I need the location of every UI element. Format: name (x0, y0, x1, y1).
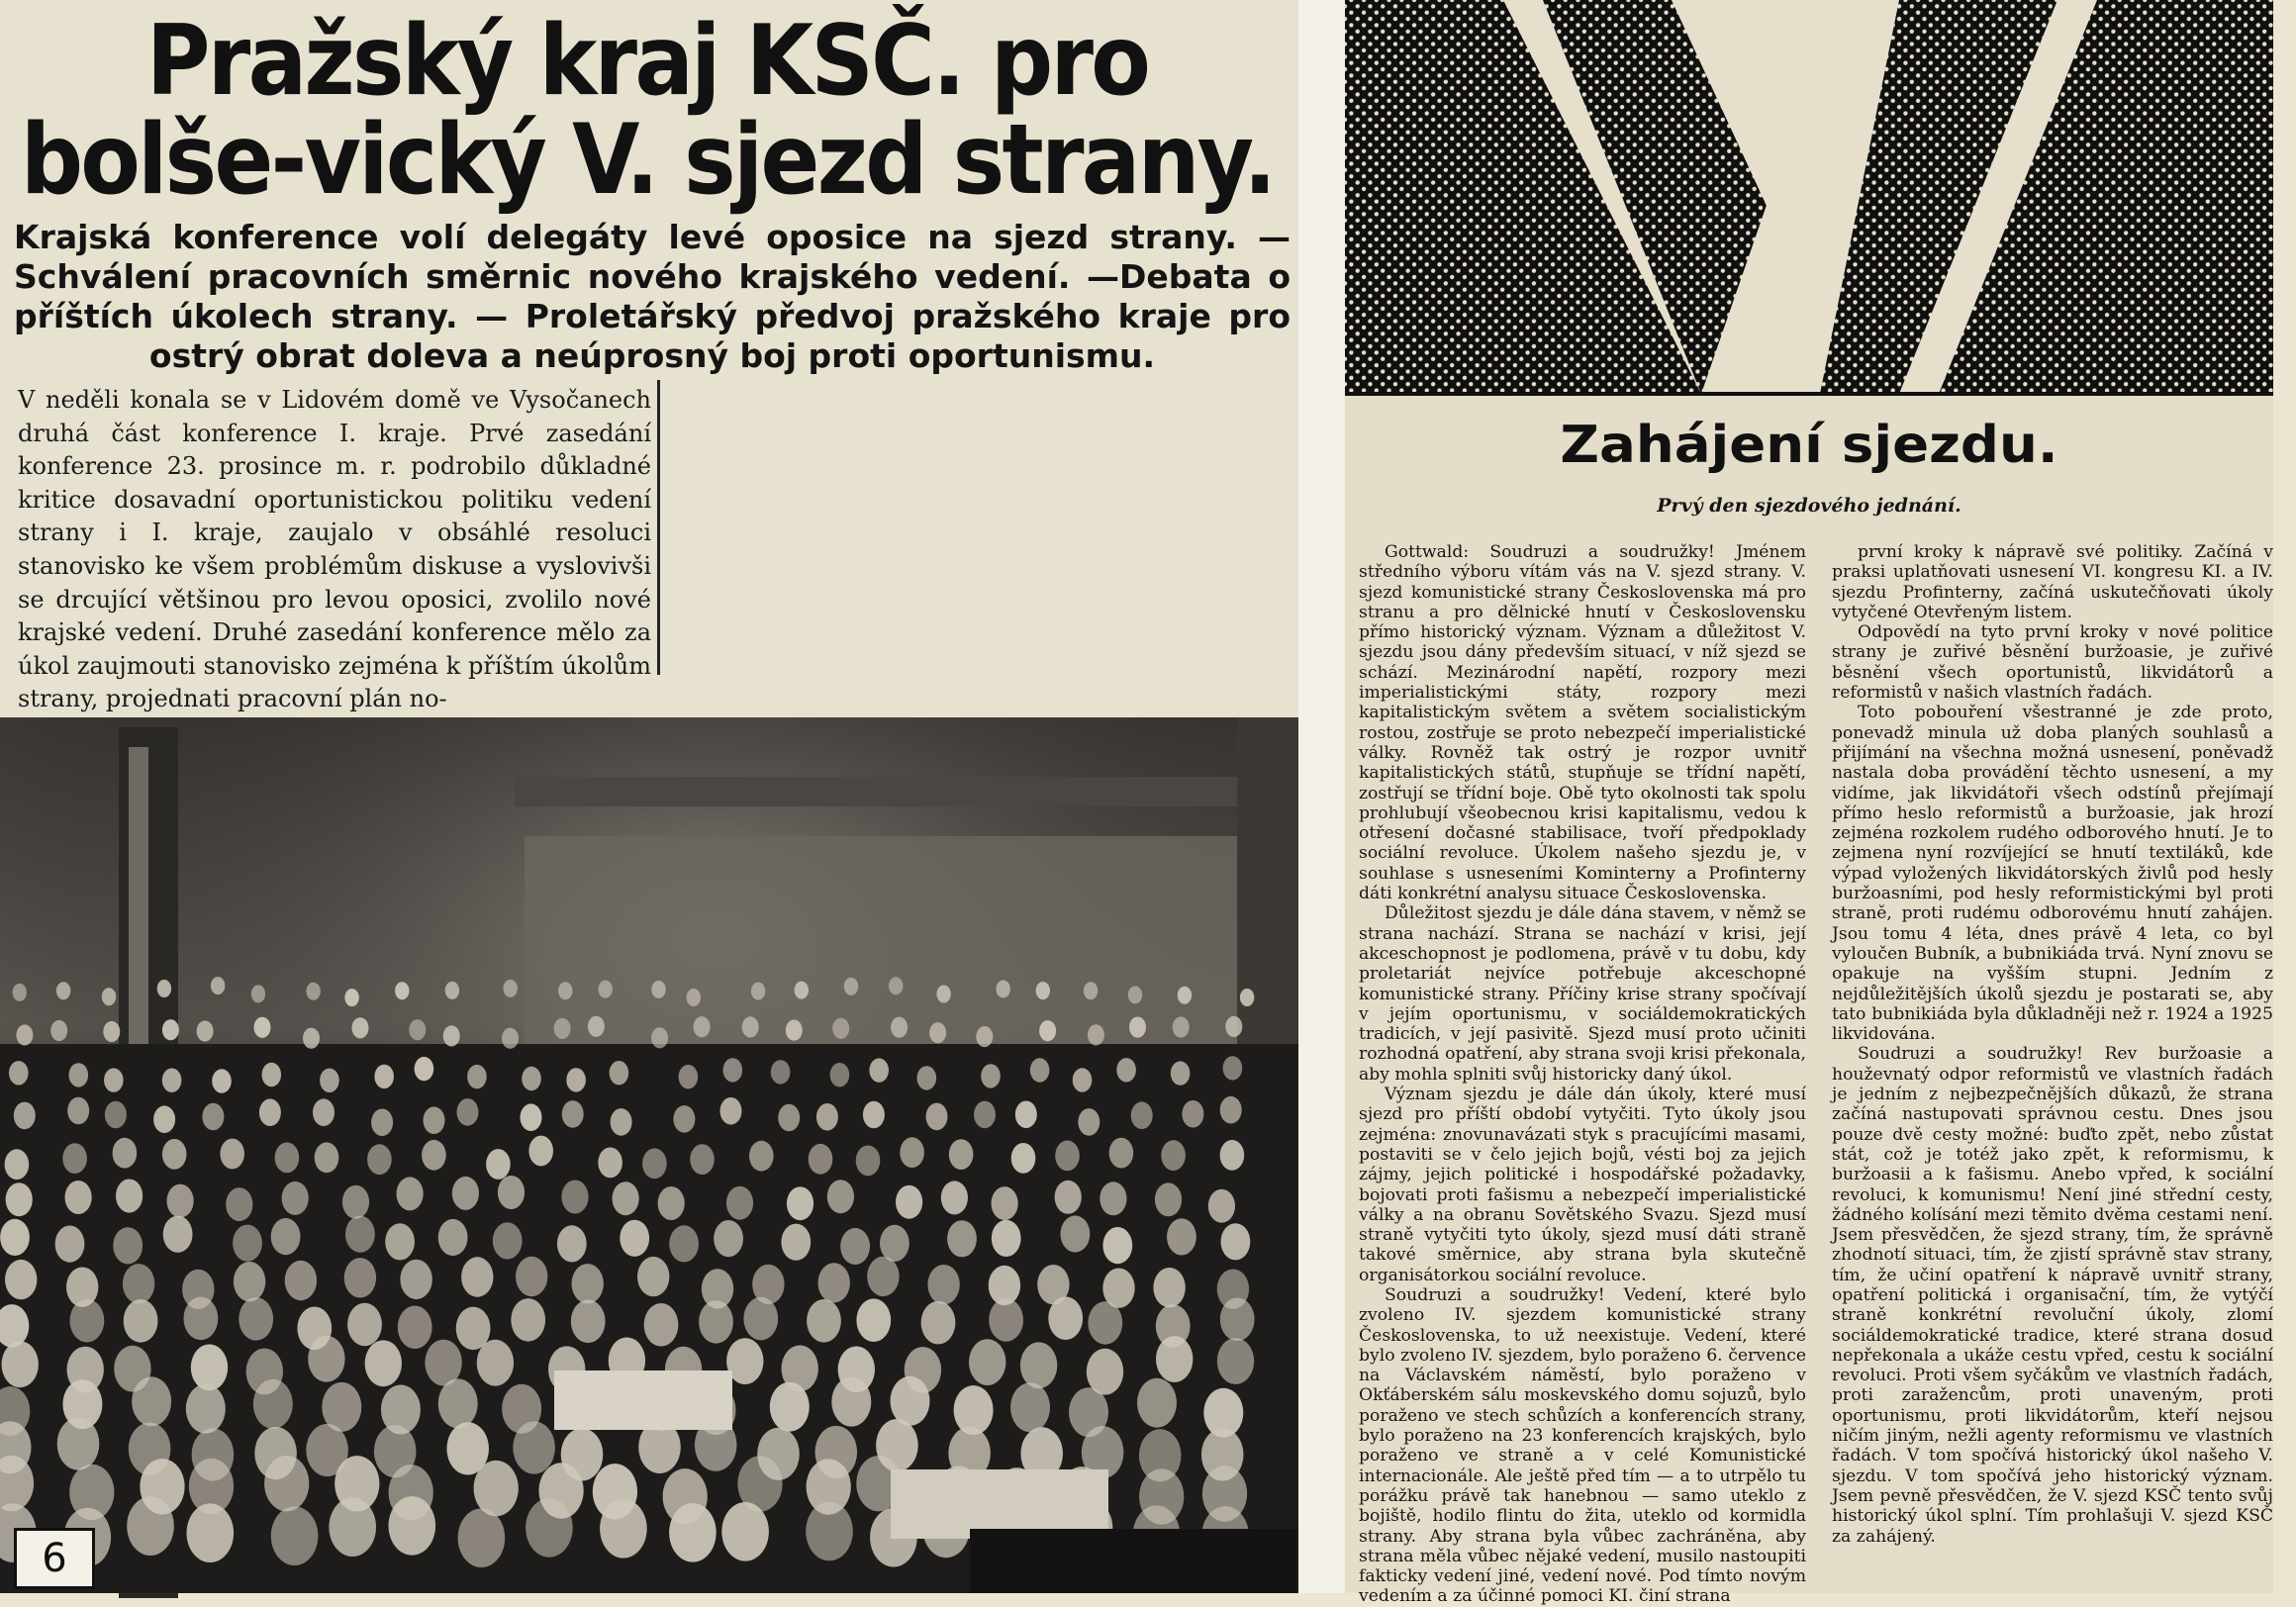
face (0, 1219, 30, 1256)
face (342, 1185, 369, 1219)
face (1011, 1143, 1036, 1174)
face (690, 1144, 715, 1175)
face (521, 1103, 542, 1131)
face (599, 981, 613, 998)
face (714, 1220, 743, 1257)
face (781, 1224, 811, 1261)
face (285, 1261, 317, 1300)
face (329, 1497, 376, 1557)
face (303, 1028, 320, 1049)
face (389, 1496, 436, 1556)
face (345, 1216, 375, 1253)
face (588, 1016, 605, 1037)
face (976, 1026, 993, 1047)
face (186, 1384, 226, 1434)
face (239, 1297, 273, 1341)
face (721, 1502, 769, 1561)
face (486, 1149, 511, 1180)
face (371, 1109, 393, 1137)
face (1048, 1296, 1083, 1340)
face (651, 1027, 668, 1048)
face (687, 989, 701, 1006)
face (1055, 1181, 1082, 1214)
face (1171, 1061, 1191, 1085)
face (751, 983, 765, 1000)
face (921, 1301, 956, 1345)
paragraph: Význam sjezdu je dále dán úkoly, které musí sjezd pro příští období vytyčiti. Tyto úkoly jsou zejména: znovunavázati styk s pracujícími masami, postaviti se v čelo jejich bojů, vésti boj za jejich zájmy, jejich politické i hospodářské požadavky, bojovati proti fašismu a nebezpečí imperialistické války a na obranu Sovětského Svazu. Sjezd musí straně vytyčiti tyto úkoly, sjezd musí dáti straně takové směrnice, aby strana byla skutečně organisátorkou sociální revoluce. (1359, 1085, 1806, 1285)
face (400, 1260, 431, 1299)
face (572, 1264, 604, 1303)
face (827, 1180, 854, 1213)
face (992, 1220, 1021, 1257)
face (997, 981, 1010, 998)
face (124, 1299, 158, 1343)
face (1100, 1182, 1126, 1215)
face (127, 1496, 174, 1556)
face (162, 1019, 179, 1040)
face (365, 1340, 402, 1386)
face (344, 1258, 376, 1297)
face (1131, 1101, 1153, 1129)
face (528, 1136, 553, 1167)
face (62, 1143, 87, 1174)
face (927, 1265, 959, 1304)
face (832, 1018, 849, 1039)
face (613, 1182, 639, 1215)
face (398, 1306, 432, 1350)
face (1010, 1382, 1050, 1432)
face (611, 1108, 632, 1136)
face (320, 1069, 339, 1092)
face (889, 977, 903, 994)
face (989, 1298, 1023, 1342)
face (113, 1227, 143, 1264)
paragraph: Gottwald: Soudruzi a soudružky! Jménem středního výboru vítám vás na V. sjezd strany. V. sjezd komunistické strany Československa má pro stranu a pro dělnické hnutí v Československu přímo historický význam. Význam a důležitost V. sjezdu jsou dány především situací, v níž sjezd se schází. Mezinárodní napětí, rozpory mezi imperialistickými státy, rozpory mezi kapitalistickým světem a světem socialistickým rostou, zostřuje se proto nebezpečí imperialistické války. Rovněž tak ostrý je rozpor uvnitř kapitalistických států, stupňuje se třídní napětí, zostřují se třídní boje. Obě tyto okolnosti tak spolu prohlubují všeobecnou krisi kapitalismu, vedou k otřesení dočasné stabilisace, tvoří předpoklady sociální revoluce. Úkolem našeho sjezdu je, v souhlase s usneseními Kominterny a Profinterny dáti konkrétní analysu situace Československa. (1359, 542, 1806, 904)
face (367, 1144, 392, 1175)
face (856, 1298, 891, 1342)
face (743, 1297, 778, 1341)
face (880, 1225, 909, 1262)
face (863, 1101, 885, 1129)
face (162, 1069, 182, 1092)
face (275, 1143, 300, 1174)
face (807, 1299, 841, 1343)
face (452, 1177, 479, 1210)
face (516, 1257, 547, 1296)
face (566, 1068, 586, 1091)
face (831, 1377, 871, 1427)
face (5, 1260, 37, 1299)
face (562, 1100, 584, 1128)
face (1084, 982, 1098, 999)
face (1220, 1140, 1245, 1171)
face (1102, 1227, 1132, 1264)
face (116, 1180, 143, 1213)
face (726, 1186, 753, 1220)
face (1137, 1378, 1177, 1428)
face (610, 1061, 629, 1085)
face (467, 1065, 487, 1088)
face (974, 1101, 996, 1129)
face (669, 1225, 699, 1262)
face (992, 1186, 1018, 1220)
face (234, 1262, 265, 1301)
face (818, 1263, 850, 1302)
face (1061, 1215, 1091, 1252)
face (202, 1103, 224, 1131)
article-column-1 (1359, 542, 1806, 1607)
face (896, 1185, 922, 1219)
face (694, 1016, 711, 1037)
face (720, 1097, 742, 1125)
face (395, 982, 409, 999)
face (167, 1184, 194, 1218)
face (969, 1339, 1005, 1385)
face (830, 1063, 850, 1087)
subheadline: Krajská konference volí delegáty levé oposice na sjezd strany. — Schválení pracovních směrnic nového krajského vedení. —Debata o příštích úkolech strany. — Proletářský předvoj pražského kraje pro ostrý obrat doleva a neúprosný boj proti oportunismu. (14, 218, 1291, 375)
face (947, 1220, 977, 1257)
face (493, 1222, 523, 1259)
gutter (1298, 0, 1345, 1593)
face (70, 1299, 105, 1343)
paragraph: Důležitost sjezdu je dále dána stavem, v němž se strana nachází. Strana se nachází v krisi, její akceschopnost je podlomena, právě v tu dobu, kdy proletariát nejvíce potřebuje akceschopné komunistické strany. Příčiny krise strany spočívají v jejím oportunismu, v sociáldemokratických tradicích, v její pasivitě. Sjezd musí proto učiniti rozhodná opatření, aby strana svoji krisi překonala, aby mohla splniti svůj historicky daný úkol. (1359, 903, 1806, 1085)
face (844, 978, 858, 995)
face (306, 983, 320, 1000)
face (673, 1105, 695, 1133)
paragraph: Soudruzi a soudružky! Vedení, které bylo zvoleno IV. sjezdem komunistické strany Československa, to už neexistuje. Vedení, které bylo zvoleno IV. sjezdem, bylo poraženo 6. července na Václavském náměstí, bylo poraženo v Okťáberském sálu moskevského domu sojuzů, bylo poraženo ve stech schůzích a konferencích strany, bylo poraženo na 23 konferencích krajských, bylo poraženo ve straně a v celé Komunistické internacionále. Ale ještě před tím — a to utrpělo tu porážku právě tak hanebnou — samo uteklo z bojiště, hodilo flintu do žita, uteklo od kormidla strany. Aby strana byla vůbec zachráněna, aby strana měla vůbec nějaké vedení, musilo nastoupiti fakticky vedení jiné, vedení nové. Pod tímto novým vedením a za účinné pomoci KI. činí strana (1359, 1284, 1806, 1607)
face (900, 1137, 924, 1168)
face (1128, 986, 1142, 1003)
face (397, 1177, 424, 1210)
face (558, 982, 572, 999)
face (1220, 1298, 1255, 1342)
right-page (1345, 0, 2273, 1607)
face (526, 1498, 573, 1558)
face (16, 1024, 33, 1045)
face (840, 1228, 870, 1265)
face (557, 1225, 587, 1262)
face (1178, 987, 1192, 1004)
face (598, 1148, 622, 1179)
face (1073, 1068, 1093, 1091)
face (856, 1146, 881, 1177)
face (14, 1102, 36, 1130)
face (438, 1219, 468, 1256)
face (1129, 1017, 1146, 1038)
face (1078, 1108, 1100, 1136)
face (941, 1181, 968, 1214)
face (561, 1181, 588, 1214)
face (1217, 1338, 1254, 1384)
face (415, 1057, 434, 1081)
face (600, 1499, 647, 1559)
face (867, 1257, 899, 1296)
face (1153, 1268, 1185, 1307)
face (669, 1503, 717, 1562)
face (891, 1017, 908, 1038)
face (816, 1103, 838, 1131)
face (69, 1063, 89, 1087)
face (347, 1303, 382, 1347)
face (522, 1067, 541, 1090)
face (1088, 1301, 1122, 1345)
face (620, 1220, 649, 1257)
article-column-2 (1832, 542, 2273, 1547)
face (67, 1097, 89, 1125)
face (642, 1148, 667, 1179)
face (981, 1064, 1001, 1087)
face (511, 1298, 545, 1342)
face (56, 982, 70, 999)
face (787, 1186, 813, 1220)
face (929, 1022, 946, 1043)
face (187, 1503, 235, 1562)
face (949, 1139, 974, 1170)
face (1030, 1058, 1050, 1082)
face (658, 1186, 685, 1220)
article-title: Zahájení sjezdu. (1560, 416, 2058, 475)
lead-paragraph: V neděli konala se v Lidovém domě ve Vysočanech druhá část konference I. kraje. Prvé zasedání konference 23. prosince m. r. podrobilo důkladné kritice dosavadní oportunistickou politiku vedení strany i I. kraje, zaujalo v obsáhlé resoluci stanovisko ke všem problémům diskuse a vyslovivši se drcující většinou pro levou oposici, zvolilo nové krajské vedení. Druhé zasedání konference mělo za úkol zaujmouti stanovisko zejména k příštím úkolům strany, projednati pracovní plán no- (18, 386, 651, 713)
face (1223, 1056, 1243, 1080)
face (162, 1139, 187, 1170)
face (313, 1098, 335, 1126)
face (153, 1105, 175, 1133)
face (1208, 1189, 1235, 1223)
face (458, 1508, 506, 1567)
face (786, 1020, 803, 1041)
face (13, 984, 27, 1001)
face (699, 1300, 733, 1344)
face (461, 1257, 493, 1296)
face (262, 1063, 282, 1087)
face (220, 1139, 244, 1170)
face (1156, 1336, 1193, 1382)
face (771, 1060, 791, 1084)
page-number: 6 (14, 1528, 95, 1589)
face (438, 1378, 478, 1428)
face (1116, 1058, 1136, 1082)
face (157, 980, 171, 997)
face (374, 1065, 394, 1088)
face (212, 1069, 232, 1092)
face (211, 977, 225, 994)
face (113, 1138, 138, 1169)
face (795, 982, 809, 999)
face (191, 1345, 228, 1391)
face (104, 1068, 124, 1091)
face (1225, 1016, 1242, 1037)
face (105, 1101, 127, 1129)
decorative-v-banner (1345, 0, 2273, 394)
paragraph: Soudruzi a soudružky! Rev buržoasie a houževnatý odpor reformistů ve vlastních řadách je jedním z nejbezpečnějších důkazů, že strana začíná nastupovati správnou cestu. Dnes jsou pouze dvě cesty možné: buďto zpět, nebo zůstat stát, což je totéž jako zpět, k reformismu, k buržoasii a k fašismu. Anebo vpřed, k sociální revoluci, k komunismu! Není jiné střední cesty, žádného kolísání mezi těmito dvěma cestami není. Jsem přesvědčen, že sjezd strany, tím, že správně zhodnotí situaci, tím, že zjistí správně stav strany, tím, že učiní opatření k nápravě uvnitř strany, opatření politická i organisační, tím, že vytýčí straně konkrétní revoluční úkoly, zlomí sociáldemokratické tradice, které strana dosud nepřekonala a ukáže cestu vpřed, cestu k sociální revoluci. Proti všem syčákům ve vlastních řadách, proti zaražencům, proti unaveným, proti oportunismu, proti likvidátorům, kteří nejsou ničím jiným, nežli agenty reformismu ve vlastních řadách. V tom spočívá historický úkol našeho V. sjezdu. V tom spočívá jeho historický význam. Jsem pevně přesvědčen, že V. sjezd KSČ tento svůj historický úkol splní. Tím prohlašuji V. sjezd KSČ za zahájený. (1832, 1044, 2273, 1547)
face (1221, 1223, 1251, 1260)
face (315, 1142, 339, 1173)
face (502, 1028, 519, 1049)
face (1167, 1218, 1196, 1255)
face (253, 1379, 293, 1429)
face (504, 980, 518, 997)
face (477, 1340, 514, 1386)
face (102, 988, 116, 1005)
face (917, 1066, 937, 1089)
face (1109, 1138, 1134, 1169)
paragraph: Toto pobouření všestranné je zde proto, ponevadž minula už doba planých souhlasů a přijímání na všechna možná usnesení, poněvadž nastala doba provádění těchto usnesení, a my vidíme, jak likvidátoři všech odstínů přejímají přímo heslo reformistů a buržoasie, jak hrozí zejména rozkolem rudého odborového hnutí. Je to zejmena nyní rozvíjející se hnutí textiláků, kde výpad vyložených likvidátorských živlů pod hesly buržoasními, pod hesly reformistickými byl proti straně, proti rudému odborovému hnutí zahájen. Jsou tomu 4 léta, dnes právě 4 leta, co byl vyloučen Bubník, a bubnikiáda trvá. Nyní znovu se opakuje na vyšším stupni. Jedním z nejdůležitějších úkolů sjezdu je postarati se, aby tato bubnikiáda byla důkladněji než r. 1924 a 1925 likvidována. (1832, 703, 2273, 1045)
face (445, 982, 459, 999)
face (926, 1103, 948, 1131)
face (123, 1264, 154, 1303)
face (65, 1181, 92, 1214)
face (424, 1106, 445, 1134)
face (1182, 1100, 1203, 1128)
face (637, 1257, 669, 1296)
face (571, 1300, 606, 1344)
face (891, 1376, 930, 1426)
face (6, 1182, 33, 1216)
face (226, 1187, 252, 1221)
face (422, 1140, 446, 1171)
face (184, 1297, 219, 1341)
face (644, 1303, 679, 1347)
face (132, 1376, 171, 1426)
face (809, 1144, 833, 1175)
face (344, 989, 358, 1006)
face (2, 1341, 39, 1387)
face (9, 1061, 29, 1085)
face (1155, 1182, 1182, 1216)
face (498, 1176, 525, 1209)
face (409, 1019, 426, 1040)
face (385, 1223, 415, 1260)
face (264, 1456, 309, 1511)
face (1240, 989, 1254, 1006)
face (651, 981, 665, 998)
face (50, 1020, 67, 1041)
face (474, 1461, 519, 1516)
face (749, 1141, 774, 1172)
face (259, 1098, 281, 1126)
face (103, 1021, 120, 1042)
face (251, 985, 265, 1002)
paragraph: první kroky k nápravě své politiky. Začíná v praksi uplatňovati usnesení VI. kongresu KI. a IV. sjezdu Profinterny, začíná uskutečňovati úkoly vytyčené Otevřeným listem. (1832, 542, 2273, 622)
face (770, 1382, 810, 1432)
face (742, 1016, 759, 1037)
face (5, 1149, 30, 1180)
face (869, 1058, 889, 1082)
face (554, 1018, 571, 1039)
face (1161, 1140, 1186, 1171)
face (1036, 982, 1050, 999)
face (197, 1020, 214, 1041)
face (1055, 1141, 1080, 1172)
face (282, 1182, 309, 1215)
face (352, 1017, 369, 1038)
face (679, 1065, 699, 1088)
face (1039, 1020, 1056, 1041)
face (1015, 1101, 1037, 1129)
face (55, 1226, 85, 1263)
face (271, 1218, 301, 1255)
article-subtitle: Prvý den sjezdového jednání. (1657, 495, 1961, 517)
headline: Pražský kraj KSČ. pro bolše-vický V. sjezd strany. (20, 5, 1275, 217)
face (513, 1421, 555, 1473)
face (163, 1216, 193, 1253)
face (233, 1225, 262, 1262)
conference-photo (0, 717, 1298, 1593)
face (57, 1418, 100, 1470)
face (457, 1098, 479, 1126)
face (936, 986, 950, 1003)
face (1173, 1016, 1190, 1037)
face (1020, 1342, 1057, 1388)
face (806, 1502, 853, 1561)
face (1088, 1024, 1104, 1045)
face (723, 1058, 743, 1082)
face (443, 1025, 460, 1046)
paragraph: Odpovědí na tyto první kroky v nové politice strany je zuřivé běsnění buržoasie, je zuřivé běsnění všech oportunistů, likvidátorů a reformistů v našich vlastních řadách. (1832, 622, 2273, 704)
face (308, 1336, 344, 1382)
face (778, 1104, 800, 1132)
face (271, 1506, 319, 1565)
face (254, 1017, 271, 1038)
column-rule (657, 380, 660, 675)
face (1220, 1096, 1242, 1124)
